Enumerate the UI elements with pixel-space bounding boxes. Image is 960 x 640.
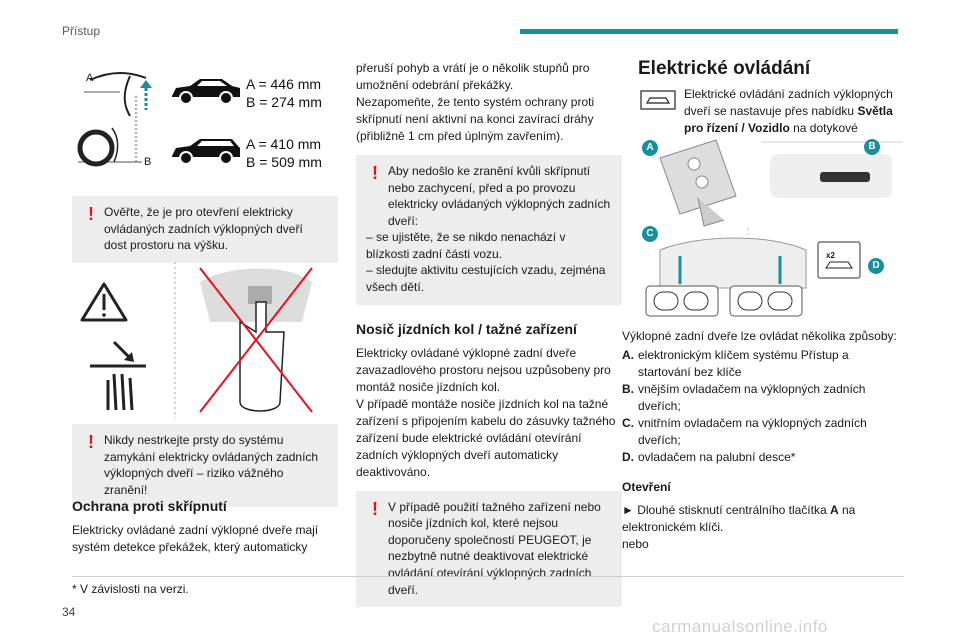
bike-carrier-heading: Nosič jízdních kol / tažné zařízení [356,320,577,337]
opening-step: ► Dlouhé stisknutí centrálního tlačítka A na elektronickém klíči. [622,503,856,535]
callout-a: A [642,140,658,156]
page-number: 34 [62,605,76,619]
suv-silhouette-icon [170,76,242,106]
control-methods-list [622,347,904,466]
dimension-values-first: A = 446 mm B = 274 mm [246,76,322,110]
control-methods-intro: Výklopné zadní dveře lze ovládat několika způsoby: [622,329,897,343]
electric-control-heading: Elektrické ovládání [638,58,811,79]
opening-heading: Otevření [622,480,671,495]
double-press-label: x2 [826,251,835,260]
opening-or: nebo [622,537,649,552]
header-accent-bar [520,29,898,34]
list-item: B. vnějším ovladačem na výklopných zadních dveřích; [622,382,866,414]
anti-pinch-heading: Ochrana proti skřípnutí [72,498,227,514]
watermark: carmanualsonline.info [652,617,828,636]
anti-pinch-note: Nezapomeňte, že tento systém ochrany proti skřípnutí není aktivní na konci zavírací dráhy (přibližně 1 cm před úplným zavřením). [356,95,595,144]
vehicle-settings-icon [640,90,676,110]
towbar-text: V případě montáže nosiče jízdních kol na tažné zařízení s připojením kabelu do zásuvky tažného zařízení bude elektrické ovládání otevírání zadních výklopných dveří automaticky deaktivováno. [356,396,616,479]
header-section-label: Přístup [62,24,101,38]
list-item: A. elektronickým klíčem systému Přístup a startování bez klíče [622,348,849,380]
list-item: D. ovladačem na palubní desce* [622,450,796,465]
warning-icon: ! [372,163,378,184]
dimension-label-b: B [144,156,152,168]
estate-silhouette-icon [170,136,242,166]
warning-icon: ! [88,204,94,224]
anti-pinch-section [72,498,338,556]
electric-control-intro: Elektrické ovládání zadních výklopných dveří se nastavuje přes nabídku Světla pro řízení / Vozidlo na dotykové [638,86,904,154]
warning-towbar: ! V případě použití tažného zařízení nebo nosiče jízdních kol, které nejsou doporučeny společností PEUGEOT, je nezbytně nutné deaktivovat elektrické ovládání otevírání výklopných zadních dveří. [356,491,622,607]
dimension-label-a: A [86,72,94,84]
anti-pinch-text: Elektricky ovládané zadní výklopné dveře mají systém detekce překážek, který automaticky [72,523,319,555]
warning-icon: ! [372,498,378,519]
warning-icon: ! [88,432,94,452]
bike-carrier-text: Elektricky ovládané výklopné zadní dveře zavazadlového prostoru nejsou uzpůsobeny pro montáž nosiče jízdních kol. [356,345,611,394]
anti-pinch-continued: přeruší pohyb a vrátí je o několik stupňů pro umožnění odebrání překážky. [356,61,590,93]
control-methods [622,328,904,553]
callout-d: D [868,258,884,274]
callout-c: C [642,226,658,242]
callout-b: B [864,139,880,155]
finger-trap-warning-illustration [80,262,330,418]
footnote-divider [72,576,904,577]
warning-height-clearance: ! Ověřte, že je pro otevření elektricky ovládaných zadních výklopných dveří dost prostoru na výšku. [72,196,338,263]
list-item: C. vnitřním ovladačem na výklopných zadních dveřích; [622,416,867,448]
column-2 [356,60,622,607]
warning-pinch-precautions: ! Aby nedošlo ke zranění kvůli skřípnutí nebo zachycení, před a po provozu elektricky ovládaných výklopných zadních dveří: – se ujistěte, že se nikdo nenachází v blízkosti zadní části vozu. – sledujte aktivitu cestujících vzadu, zejména všech dětí. [356,155,622,304]
tailgate-controls-illustration [640,138,902,320]
footnote: * V závislosti na verzi. [72,582,189,596]
dimension-values-second: A = 410 mm B = 509 mm [246,136,322,170]
warning-finger-injury: ! Nikdy nestrkejte prsty do systému zamykání elektricky ovládaných zadních výklopných dveří – riziko vážného zranění! [72,424,338,507]
